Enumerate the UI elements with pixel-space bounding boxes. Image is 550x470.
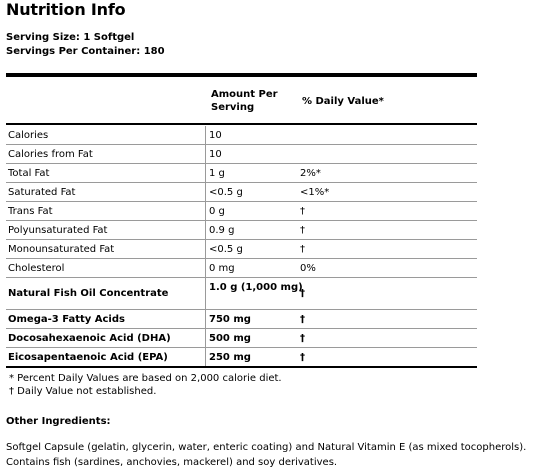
table-row bbox=[6, 259, 477, 278]
nutrient-name: Saturated Fat bbox=[8, 186, 76, 198]
nutrient-daily-value: † bbox=[300, 313, 305, 325]
nutrient-daily-value: † bbox=[300, 288, 305, 299]
nutrient-name: Eicosapentaenoic Acid (EPA) bbox=[8, 351, 168, 363]
nutrient-daily-value: † bbox=[300, 243, 305, 255]
nutrient-amount: 500 mg bbox=[205, 329, 299, 347]
bottom-rule bbox=[6, 366, 477, 368]
nutrient-daily-value bbox=[300, 126, 470, 144]
header-daily-value: % Daily Value* bbox=[302, 96, 384, 107]
other-ingredients-text: Softgel Capsule (gelatin, glycerin, water, enteric coating) and Natural Vitamin E (as mixed tocopherols). Contains fish (sardines, anchovies, mackerel) and soy derivatives. bbox=[6, 442, 527, 468]
nutrient-amount: 1.0 g (1,000 mg) bbox=[205, 278, 299, 309]
nutrient-daily-value: † bbox=[300, 205, 305, 217]
nutrient-daily-value: † bbox=[300, 224, 305, 236]
nutrient-amount: 10 bbox=[205, 145, 299, 163]
nutrient-daily-value: 0% bbox=[300, 262, 316, 274]
nutrient-name: Polyunsaturated Fat bbox=[8, 224, 108, 236]
table-row bbox=[6, 310, 477, 329]
serving-size: Serving Size: 1 Softgel bbox=[6, 32, 135, 43]
footnote-daily-values: * Percent Daily Values are based on 2,000 calorie diet. bbox=[9, 373, 282, 384]
table-row bbox=[6, 202, 477, 221]
table-row bbox=[6, 183, 477, 202]
nutrient-name: Cholesterol bbox=[8, 262, 65, 274]
table-row bbox=[6, 278, 477, 310]
nutrient-name: Omega-3 Fatty Acids bbox=[8, 313, 125, 325]
nutrient-name: Monounsaturated Fat bbox=[8, 243, 115, 255]
header-amount: Amount Per Serving bbox=[211, 89, 278, 113]
table-row bbox=[6, 126, 477, 145]
table-row bbox=[6, 221, 477, 240]
table-row bbox=[6, 240, 477, 259]
nutrient-daily-value: 2%* bbox=[300, 167, 321, 179]
nutrient-name: Docosahexaenoic Acid (DHA) bbox=[8, 332, 171, 344]
nutrient-amount: <0.5 g bbox=[205, 183, 299, 201]
nutrient-amount: 10 bbox=[205, 126, 299, 144]
nutrient-daily-value bbox=[300, 145, 470, 163]
nutrient-amount: 0 g bbox=[205, 202, 299, 220]
footnote-not-established: † Daily Value not established. bbox=[9, 386, 157, 397]
other-ingredients-title: Other Ingredients: bbox=[6, 416, 111, 427]
nutrient-name: Calories bbox=[8, 129, 49, 141]
nutrient-daily-value: † bbox=[300, 351, 305, 363]
nutrient-amount: 0.9 g bbox=[205, 221, 299, 239]
table-row bbox=[6, 164, 477, 183]
header-rule bbox=[6, 123, 477, 125]
nutrient-daily-value: † bbox=[300, 332, 305, 344]
nutrient-amount: <0.5 g bbox=[205, 240, 299, 258]
page-title: Nutrition Info bbox=[6, 0, 126, 19]
nutrient-name: Trans Fat bbox=[8, 205, 53, 217]
servings-per-container: Servings Per Container: 180 bbox=[6, 46, 165, 57]
nutrient-name: Total Fat bbox=[8, 167, 50, 179]
top-rule bbox=[6, 73, 477, 77]
nutrient-name: Calories from Fat bbox=[8, 148, 93, 160]
table-row bbox=[6, 329, 477, 348]
nutrient-amount: 250 mg bbox=[205, 348, 299, 366]
nutrient-daily-value: <1%* bbox=[300, 186, 330, 198]
nutrient-amount: 750 mg bbox=[205, 310, 299, 328]
nutrient-amount: 0 mg bbox=[205, 259, 299, 277]
table-row bbox=[6, 348, 477, 366]
nutrient-amount: 1 g bbox=[205, 164, 299, 182]
table-row bbox=[6, 145, 477, 164]
nutrient-name: Natural Fish Oil Concentrate bbox=[8, 288, 169, 299]
